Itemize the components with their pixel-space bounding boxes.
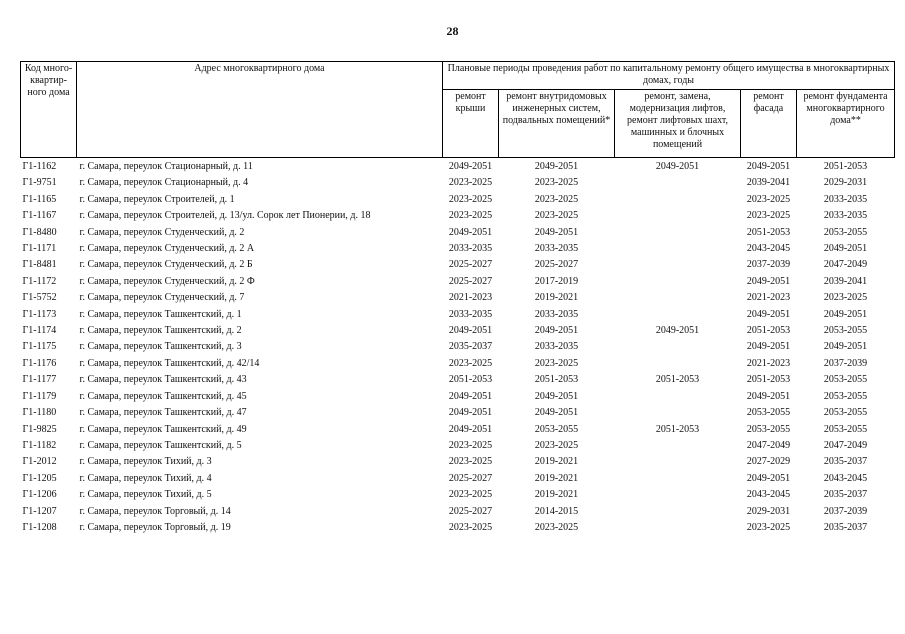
table-row <box>21 487 895 503</box>
table-row <box>21 372 895 388</box>
cell-lifts <box>615 471 741 487</box>
cell-systems: 2019-2021 <box>534 292 579 304</box>
cell-systems: 2023-2025 <box>534 439 579 451</box>
table-row <box>21 274 895 290</box>
cell-roof: 2023-2025 <box>448 193 493 205</box>
cell-roof: 2023-2025 <box>448 357 493 369</box>
header-address: Адрес многоквартирного дома <box>77 62 443 158</box>
cell-facade: 2021-2023 <box>746 357 791 369</box>
cell-lifts <box>615 307 741 323</box>
table-header <box>21 62 895 158</box>
table-row <box>21 504 895 520</box>
cell-roof: 2025-2027 <box>448 259 493 271</box>
cell-systems: 2025-2027 <box>534 259 579 271</box>
cell-code: Г1-1208 <box>22 521 57 533</box>
cell-lifts <box>615 339 741 355</box>
cell-facade: 2023-2025 <box>746 193 791 205</box>
cell-lifts <box>615 389 741 405</box>
cell-address: г. Самара, переулок Стационарный, д. 11 <box>79 161 253 172</box>
cell-facade: 2021-2023 <box>746 292 791 304</box>
cell-lifts <box>615 208 741 224</box>
cell-facade: 2053-2055 <box>746 407 791 419</box>
cell-code: Г1-1180 <box>22 407 57 419</box>
cell-code: Г1-5752 <box>22 292 57 304</box>
cell-lifts: 2051-2053 <box>655 423 700 435</box>
table-row <box>21 405 895 421</box>
cell-facade: 2049-2051 <box>746 341 791 353</box>
cell-systems: 2049-2051 <box>534 226 579 238</box>
cell-code: Г1-2012 <box>22 456 57 468</box>
cell-foundation: 2035-2037 <box>823 521 868 533</box>
header-code: Код много-квартир-ного дома <box>21 62 77 158</box>
cell-lifts <box>615 290 741 306</box>
cell-roof: 2023-2025 <box>448 210 493 222</box>
cell-facade: 2051-2053 <box>746 374 791 386</box>
cell-address: г. Самара, переулок Студенческий, д. 2 Ф <box>79 275 255 287</box>
cell-roof: 2023-2025 <box>448 489 493 501</box>
cell-code: Г1-1176 <box>22 357 57 369</box>
cell-facade: 2027-2029 <box>746 456 791 468</box>
cell-systems: 2033-2035 <box>534 341 579 353</box>
cell-roof: 2021-2023 <box>448 292 493 304</box>
cell-facade: 2049-2051 <box>746 472 791 484</box>
cell-roof: 2033-2035 <box>448 243 493 255</box>
cell-address: г. Самара, переулок Строителей, д. 1 <box>79 193 235 205</box>
cell-address: г. Самара, переулок Тихий, д. 4 <box>79 472 212 484</box>
cell-code: Г1-1175 <box>22 341 57 353</box>
cell-address: г. Самара, переулок Студенческий, д. 2 Б <box>79 259 253 271</box>
table-row <box>21 438 895 454</box>
cell-foundation: 2035-2037 <box>823 456 868 468</box>
table-row <box>21 241 895 257</box>
cell-foundation: 2029-2031 <box>823 177 868 189</box>
cell-facade: 2051-2053 <box>746 226 791 238</box>
repair-schedule-table-container <box>20 61 894 536</box>
cell-foundation: 2043-2045 <box>823 472 868 484</box>
header-facade: ремонт фасада <box>741 90 797 158</box>
cell-lifts <box>615 225 741 241</box>
cell-code: Г1-1172 <box>22 275 57 287</box>
cell-facade: 2043-2045 <box>746 243 791 255</box>
cell-systems: 2023-2025 <box>534 177 579 189</box>
cell-lifts: 2051-2053 <box>655 374 700 386</box>
cell-lifts <box>615 405 741 421</box>
cell-systems: 2049-2051 <box>534 161 579 172</box>
cell-foundation: 2051-2053 <box>823 161 868 172</box>
cell-lifts <box>615 241 741 257</box>
cell-roof: 2049-2051 <box>448 161 493 172</box>
cell-code: Г1-8481 <box>22 259 57 271</box>
table-row <box>21 257 895 273</box>
cell-facade: 2049-2051 <box>746 308 791 320</box>
cell-code: Г1-1182 <box>22 439 57 451</box>
cell-foundation: 2039-2041 <box>823 275 868 287</box>
cell-address: г. Самара, переулок Студенческий, д. 7 <box>79 292 245 304</box>
table-row <box>21 290 895 306</box>
cell-facade: 2039-2041 <box>746 177 791 189</box>
table-row <box>21 175 895 191</box>
cell-facade: 2053-2055 <box>746 423 791 435</box>
cell-roof: 2049-2051 <box>448 423 493 435</box>
cell-lifts <box>615 520 741 536</box>
cell-systems: 2019-2021 <box>534 456 579 468</box>
cell-address: г. Самара, переулок Ташкентский, д. 47 <box>79 407 247 419</box>
cell-foundation: 2049-2051 <box>823 341 868 353</box>
cell-roof: 2025-2027 <box>448 505 493 517</box>
cell-roof: 2023-2025 <box>448 456 493 468</box>
cell-address: г. Самара, переулок Тихий, д. 5 <box>79 489 212 501</box>
table-body <box>21 158 895 537</box>
cell-roof: 2023-2025 <box>448 177 493 189</box>
cell-systems: 2033-2035 <box>534 243 579 255</box>
cell-foundation: 2023-2025 <box>823 292 868 304</box>
repair-schedule-table <box>20 61 895 536</box>
cell-lifts: 2049-2051 <box>655 325 700 337</box>
cell-code: Г1-1173 <box>22 308 57 320</box>
cell-foundation: 2053-2055 <box>823 390 868 402</box>
cell-roof: 2049-2051 <box>448 407 493 419</box>
cell-code: Г1-1162 <box>22 161 57 172</box>
cell-code: Г1-8480 <box>22 226 57 238</box>
table-row <box>21 225 895 241</box>
cell-address: г. Самара, переулок Строителей, д. 13/ул. Сорок лет Пионерии, д. 18 <box>79 210 371 222</box>
cell-roof: 2025-2027 <box>448 275 493 287</box>
cell-foundation: 2049-2051 <box>823 243 868 255</box>
cell-roof: 2025-2027 <box>448 472 493 484</box>
cell-foundation: 2033-2035 <box>823 193 868 205</box>
table-row <box>21 356 895 372</box>
cell-foundation: 2037-2039 <box>823 357 868 369</box>
cell-roof: 2023-2025 <box>448 439 493 451</box>
cell-foundation: 2033-2035 <box>823 210 868 222</box>
table-row <box>21 307 895 323</box>
cell-facade: 2047-2049 <box>746 439 791 451</box>
cell-code: Г1-1177 <box>22 374 57 386</box>
cell-foundation: 2053-2055 <box>823 374 868 386</box>
table-row <box>21 422 895 438</box>
cell-code: Г1-1207 <box>22 505 57 517</box>
cell-code: Г1-1171 <box>22 243 57 255</box>
cell-address: г. Самара, переулок Стационарный, д. 4 <box>79 177 249 189</box>
cell-foundation: 2053-2055 <box>823 325 868 337</box>
cell-address: г. Самара, переулок Студенческий, д. 2 <box>79 226 245 238</box>
table-row <box>21 158 895 176</box>
cell-address: г. Самара, переулок Ташкентский, д. 2 <box>79 325 242 337</box>
page-number: 28 <box>446 24 459 38</box>
cell-lifts <box>615 274 741 290</box>
cell-roof: 2023-2025 <box>448 521 493 533</box>
cell-foundation: 2047-2049 <box>823 259 868 271</box>
cell-roof: 2035-2037 <box>448 341 493 353</box>
cell-systems: 2023-2025 <box>534 193 579 205</box>
table-row <box>21 454 895 470</box>
cell-lifts <box>615 192 741 208</box>
cell-systems: 2019-2021 <box>534 489 579 501</box>
cell-lifts <box>615 454 741 470</box>
cell-systems: 2033-2035 <box>534 308 579 320</box>
cell-roof: 2049-2051 <box>448 390 493 402</box>
table-row <box>21 323 895 339</box>
cell-facade: 2049-2051 <box>746 161 791 172</box>
cell-address: г. Самара, переулок Ташкентский, д. 49 <box>79 423 247 435</box>
cell-facade: 2049-2051 <box>746 390 791 402</box>
cell-facade: 2051-2053 <box>746 325 791 337</box>
cell-lifts <box>615 504 741 520</box>
cell-address: г. Самара, переулок Ташкентский, д. 1 <box>79 308 242 320</box>
cell-systems: 2049-2051 <box>534 407 579 419</box>
cell-facade: 2029-2031 <box>746 505 791 517</box>
cell-systems: 2051-2053 <box>534 374 579 386</box>
cell-systems: 2023-2025 <box>534 210 579 222</box>
cell-facade: 2049-2051 <box>746 275 791 287</box>
cell-systems: 2049-2051 <box>534 325 579 337</box>
cell-systems: 2019-2021 <box>534 472 579 484</box>
cell-foundation: 2035-2037 <box>823 489 868 501</box>
cell-address: г. Самара, переулок Торговый, д. 19 <box>79 521 231 533</box>
cell-address: г. Самара, переулок Ташкентский, д. 43 <box>79 374 247 386</box>
table-row <box>21 520 895 536</box>
cell-code: Г1-1174 <box>22 325 57 337</box>
cell-address: г. Самара, переулок Студенческий, д. 2 А <box>79 243 255 255</box>
cell-systems: 2017-2019 <box>534 275 579 287</box>
cell-address: г. Самара, переулок Ташкентский, д. 42/14 <box>79 357 260 369</box>
table-row <box>21 192 895 208</box>
cell-code: Г1-1167 <box>22 210 57 222</box>
cell-foundation: 2037-2039 <box>823 505 868 517</box>
header-systems: ремонт внутридомовых инженерных систем, подвальных помещений* <box>499 90 615 158</box>
cell-foundation: 2049-2051 <box>823 308 868 320</box>
cell-roof: 2049-2051 <box>448 325 493 337</box>
cell-address: г. Самара, переулок Ташкентский, д. 45 <box>79 390 247 402</box>
table-row <box>21 389 895 405</box>
table-row <box>21 471 895 487</box>
cell-systems: 2023-2025 <box>534 521 579 533</box>
cell-foundation: 2047-2049 <box>823 439 868 451</box>
cell-code: Г1-9751 <box>22 177 57 189</box>
cell-address: г. Самара, переулок Торговый, д. 14 <box>79 505 231 517</box>
cell-systems: 2053-2055 <box>534 423 579 435</box>
cell-systems: 2014-2015 <box>534 505 579 517</box>
table-row <box>21 339 895 355</box>
cell-facade: 2043-2045 <box>746 489 791 501</box>
header-roof: ремонт крыши <box>443 90 499 158</box>
header-lifts: ремонт, замена, модернизация лифтов, ремонт лифтовых шахт, машинных и блочных помещений <box>615 90 741 158</box>
cell-lifts <box>615 487 741 503</box>
cell-systems: 2049-2051 <box>534 390 579 402</box>
cell-code: Г1-1165 <box>22 193 57 205</box>
cell-foundation: 2053-2055 <box>823 226 868 238</box>
cell-lifts: 2049-2051 <box>655 161 700 172</box>
cell-facade: 2037-2039 <box>746 259 791 271</box>
cell-lifts <box>615 257 741 273</box>
cell-code: Г1-9825 <box>22 423 57 435</box>
cell-systems: 2023-2025 <box>534 357 579 369</box>
cell-lifts <box>615 356 741 372</box>
cell-code: Г1-1205 <box>22 472 57 484</box>
cell-foundation: 2053-2055 <box>823 407 868 419</box>
cell-facade: 2023-2025 <box>746 210 791 222</box>
cell-roof: 2051-2053 <box>448 374 493 386</box>
header-foundation: ремонт фундамента многоквартирного дома** <box>797 90 895 158</box>
cell-code: Г1-1179 <box>22 390 57 402</box>
header-work-periods: Плановые периоды проведения работ по капитальному ремонту общего имущества в многоквартирных домах, годы <box>443 62 895 90</box>
cell-address: г. Самара, переулок Ташкентский, д. 5 <box>79 439 242 451</box>
cell-lifts <box>615 438 741 454</box>
cell-address: г. Самара, переулок Ташкентский, д. 3 <box>79 341 242 353</box>
cell-lifts <box>615 175 741 191</box>
cell-roof: 2033-2035 <box>448 308 493 320</box>
table-row <box>21 208 895 224</box>
cell-roof: 2049-2051 <box>448 226 493 238</box>
cell-foundation: 2053-2055 <box>823 423 868 435</box>
cell-facade: 2023-2025 <box>746 521 791 533</box>
cell-code: Г1-1206 <box>22 489 57 501</box>
cell-address: г. Самара, переулок Тихий, д. 3 <box>79 456 212 468</box>
